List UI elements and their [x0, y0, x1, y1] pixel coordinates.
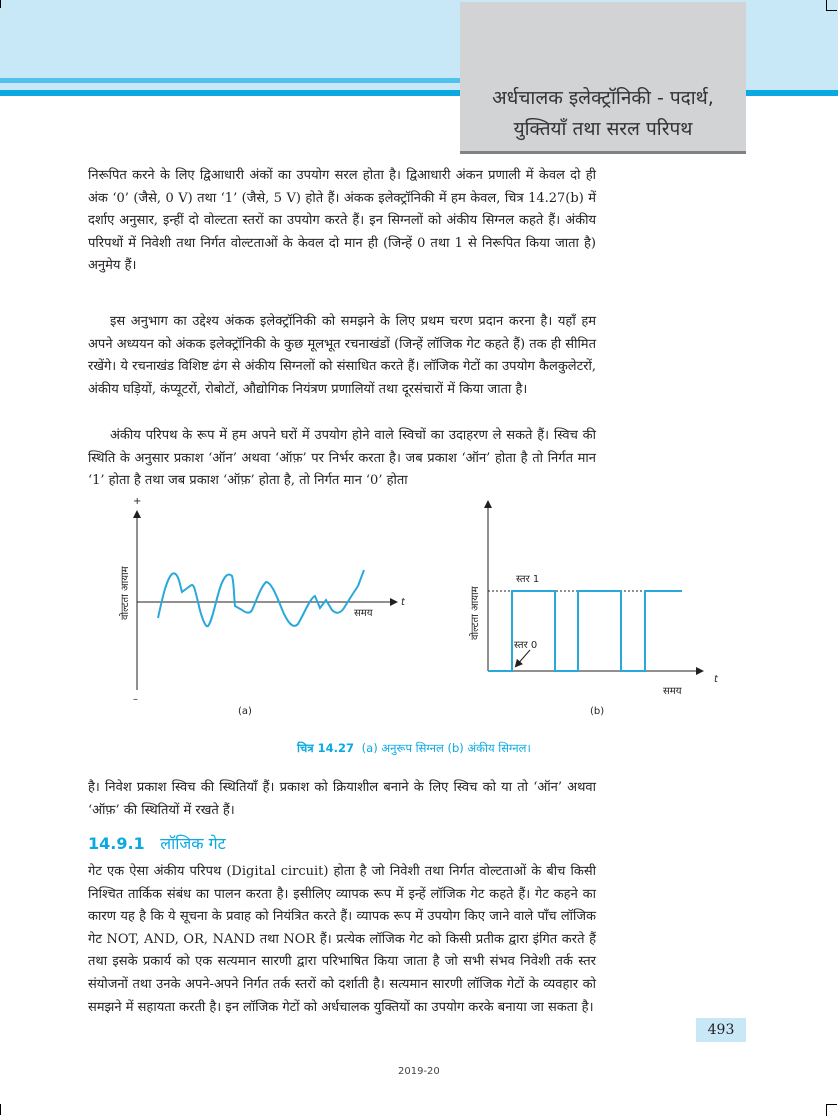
figure-caption-text: (a) अनुरूप सिग्नल (b) अंकीय सिग्नल। — [361, 741, 531, 755]
digital-signal-diagram — [450, 490, 750, 730]
paragraph-1 — [88, 165, 596, 278]
analog-signal-diagram — [100, 490, 420, 730]
paragraph-2 — [88, 311, 596, 401]
paragraph-text: निरूपित करने के लिए द्विआधारी अंकों का उपयोग सरल होता है। द्विआधारी अंकन प्रणाली में केवल दो ही अंक ‘0’ (जैसे, 0 V) तथा ‘1’ (जैसे, 5 V) होते हैं। अंकक इलेक्ट्रॉनिकी में हम केवल, चित्र 14.27(b) में दर्शाए अनुसार, इन्हीं दो वोल्टता स्तरों का उपयोग करते हैं। इन सिग्नलों को अंकीय सिग्नल कहते हैं। अंकीय परिपथों में निवेशी तथा निर्गत वोल्टताओं के केवल दो मान ही (जिन्हें 0 तथा 1 से निरूपित किया जाता है) अनुमेय हैं। — [88, 168, 596, 274]
x-axis-label: समय — [354, 608, 373, 619]
paragraph-text: इस अनुभाग का उद्देश्य अंकक इलेक्ट्रॉनिकी को समझने के लिए प्रथम चरण प्रदान करना है। यहाँ हम अपने अध्ययन को अंकक इलेक्ट्रॉनिकी के कुछ मूलभूत रचनाखंडों (जिन्हें लॉजिक गेट कहते हैं) तक ही सीमित रखेंगे। ये रचनाखंड विशिष्ट ढंग से अंकीय सिग्नलों को संसाधित करते हैं। लॉजिक गेटों का उपयोग कैलकुलेटरों, अंकीय घड़ियों, कंप्यूटरों, रोबोटों, औद्योगिक नियंत्रण प्रणालियों तथा दूरसंचारों में किया जाता है। — [88, 314, 596, 397]
edition-year: 2019-20 — [398, 1066, 440, 1077]
figure-analog-signal — [100, 490, 420, 730]
section-title: लॉजिक गेट — [160, 834, 226, 853]
crop-mark — [0, 1104, 2, 1115]
section-number: 14.9.1 — [88, 834, 145, 853]
chapter-title — [460, 83, 746, 145]
x-variable: t — [401, 597, 405, 608]
y-axis-label: वोल्टता आयाम — [470, 586, 481, 640]
chapter-title-line1: अर्धचालक इलेक्ट्रॉनिकी - पदार्थ, — [492, 87, 714, 109]
chapter-title-box — [460, 2, 746, 154]
axis-minus-label: – — [133, 694, 138, 705]
x-axis-label: समय — [663, 686, 682, 697]
paragraph-text: गेट एक ऐसा अंकीय परिपथ (Digital circuit) होता है जो निवेशी तथा निर्गत वोल्टताओं के बीच किसी निश्चित तार्किक संबंध का पालन करता है। इसीलिए व्यापक रूप में इन्हें लॉजिक गेट कहते हैं। गेट कहने का कारण यह है कि ये सूचना के प्रवाह को नियंत्रित करते हैं। व्यापक रूप में उपयोग किए जाने वाले पाँच लॉजिक गेट NOT, AND, OR, NAND तथा NOR हैं। प्रत्येक लॉजिक गेट को किसी प्रतीक द्वारा इंगित करते हैं तथा इसके प्रकार्य को एक सत्यमान सारणी द्वारा परिभाषित किया जाता है जो सभी संभव निवेशी तर्क स्तर संयोजनों तथा उनके अपने-अपने निर्गत तर्क स्तरों को दर्शाती है। सत्यमान सारणी लॉजिक गेटों के व्यवहार को समझने में सहायता करती है। इन लॉजिक गेटों को अर्धचालक युक्तियों का उपयोग करके बनाया जा सकता है। — [88, 864, 596, 1015]
figure-caption — [297, 741, 531, 756]
paragraph-text: है। निवेश प्रकाश स्विच की स्थितियाँ हैं। प्रकाश को क्रियाशील बनाने के लिए स्विच को या तो ‘ऑन’ अथवा ‘ऑफ़’ की स्थितियों में रखते हैं। — [88, 780, 596, 818]
figure-number: चित्र 14.27 — [297, 741, 355, 755]
crop-mark — [826, 0, 837, 11]
paragraph-text: अंकीय परिपथ के रूप में हम अपने घरों में उपयोग होने वाले स्विचों का उदाहरण ले सकते हैं। स्विच की स्थिति के अनुसार प्रकाश ‘ऑन’ अथवा ‘ऑफ़’ पर निर्भर करता है। जब प्रकाश ‘ऑन’ होता है तो निर्गत मान ‘1’ होता है तथा जब प्रकाश ‘ऑफ़’ होता है, तो निर्गत मान ‘0’ होता — [88, 428, 596, 489]
x-variable: t — [714, 674, 718, 685]
paragraph-5 — [88, 861, 596, 1019]
figure-digital-signal — [450, 490, 750, 730]
axis-plus-label: + — [133, 496, 142, 507]
chapter-title-line2: युक्तियाँ तथा सरल परिपथ — [513, 118, 693, 140]
page-number: 493 — [696, 1018, 746, 1042]
level-0-label: स्तर 0 — [514, 640, 538, 651]
section-heading — [88, 832, 226, 854]
crop-mark — [826, 1104, 837, 1116]
header-stripe-light — [0, 78, 460, 83]
panel-label-a: (a) — [238, 706, 252, 717]
panel-label-b: (b) — [590, 706, 605, 717]
paragraph-4 — [88, 777, 596, 822]
y-axis-label: वोल्टता आयाम — [120, 566, 131, 620]
level-1-label: स्तर 1 — [516, 574, 540, 585]
crop-mark — [0, 0, 2, 8]
paragraph-3 — [88, 425, 596, 493]
